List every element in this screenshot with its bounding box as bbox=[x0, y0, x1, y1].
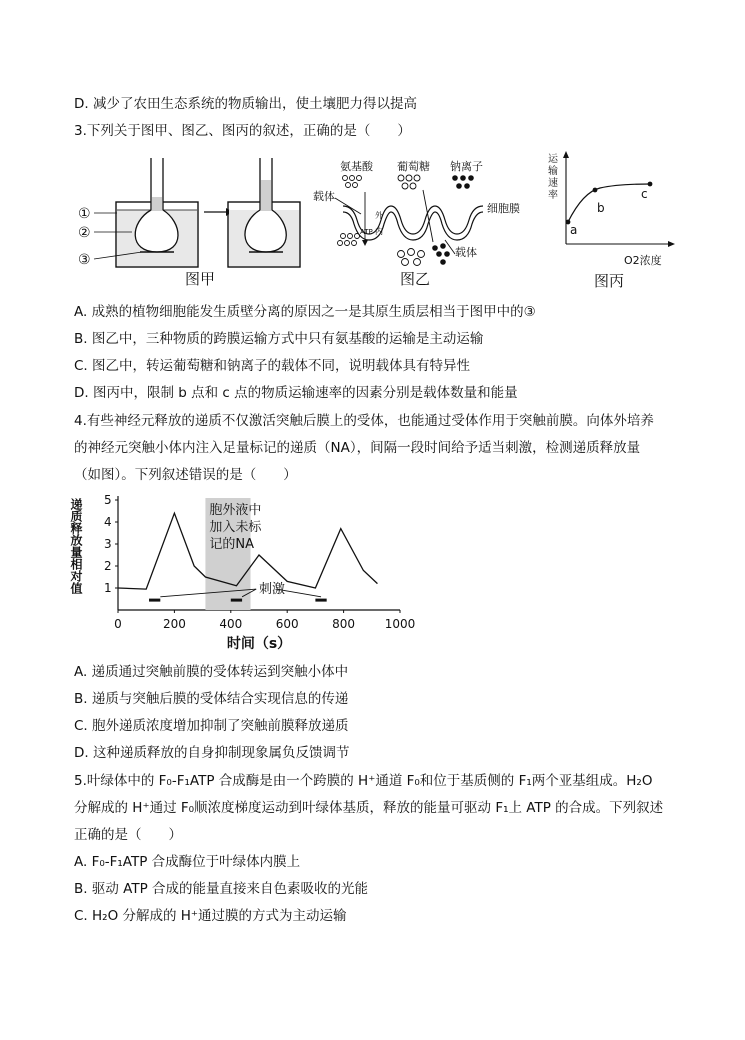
bing-ylabel-3: 速 bbox=[548, 178, 558, 189]
shaded-region bbox=[205, 498, 262, 610]
inside-label: 内 bbox=[375, 227, 383, 236]
label-1: ① bbox=[78, 206, 91, 222]
q5-option-b: B. 驱动 ATP 合成的能量直接来自色素吸收的光能 bbox=[74, 881, 369, 897]
neurotransmitter-chart bbox=[69, 492, 416, 657]
point-c-label: c bbox=[641, 187, 648, 201]
bing-xlabel: O2浓度 bbox=[624, 254, 662, 267]
point-a-label: a bbox=[570, 223, 578, 237]
amino-acid-label: 氨基酸 bbox=[340, 160, 373, 173]
caption-yi: 图乙 bbox=[400, 270, 431, 288]
bing-ylabel-2: 输 bbox=[548, 166, 558, 177]
x-tick-label: 600 bbox=[275, 617, 299, 631]
x-tick-label: 400 bbox=[219, 617, 243, 631]
q5-option-a: A. F₀-F₁ATP 合成酶位于叶绿体内膜上 bbox=[74, 854, 301, 870]
y-tick-label: 2 bbox=[104, 559, 112, 573]
chart-xlabel: 时间（s） bbox=[226, 636, 292, 652]
label-3: ③ bbox=[78, 252, 91, 268]
bing-ylabel-1: 运 bbox=[548, 154, 558, 165]
point-b-label: b bbox=[597, 201, 605, 215]
carrier-label-2: 载体 bbox=[455, 246, 477, 259]
stimulus-label: 刺激 bbox=[259, 582, 286, 597]
x-tick-label: 800 bbox=[332, 617, 356, 631]
q2-option-d: D. 减少了农田生态系统的物质输出，使土壤肥力得以提高 bbox=[74, 96, 417, 112]
q4-option-b: B. 递质与突触后膜的受体结合实现信息的传递 bbox=[74, 691, 349, 707]
q5-stem-line3: 正确的是（ ） bbox=[74, 827, 182, 843]
q3-option-a: A. 成熟的植物细胞能发生质壁分离的原因之一是其原生质层相当于图甲中的③ bbox=[74, 304, 536, 320]
caption-bing: 图丙 bbox=[594, 272, 625, 290]
q3-stem: 3.下列关于图甲、图乙、图丙的叙述，正确的是（ ） bbox=[74, 123, 411, 139]
q3-option-c: C. 图乙中，转运葡萄糖和钠离子的载体不同，说明载体具有特异性 bbox=[74, 358, 471, 374]
q5-option-c: C. H₂O 分解成的 H⁺通过膜的方式为主动运输 bbox=[74, 908, 347, 924]
figure-jia bbox=[70, 152, 300, 290]
q4-option-d: D. 这种递质释放的自身抑制现象属负反馈调节 bbox=[74, 745, 350, 761]
x-tick-label: 0 bbox=[114, 617, 122, 631]
sodium-label: 钠离子 bbox=[450, 160, 483, 173]
y-tick-label: 5 bbox=[104, 493, 112, 507]
shaded-label-line: 加入未标 bbox=[209, 520, 262, 535]
q5-stem-line2: 分解成的 H⁺通过 F₀顺浓度梯度运动到叶绿体基质，释放的能量可驱动 F₁上 ATP 的合成。下列叙述 bbox=[74, 800, 664, 816]
q4-option-c: C. 胞外递质浓度增加抑制了突触前膜释放递质 bbox=[74, 718, 349, 734]
q4-stem-line1: 4.有些神经元释放的递质不仅激活突触后膜上的受体，也能通过受体作用于突触前膜。向体外培养 bbox=[74, 413, 654, 429]
carrier-label-1: 载体 bbox=[313, 190, 335, 203]
x-tick-label: 1000 bbox=[384, 617, 416, 631]
label-2: ② bbox=[78, 225, 91, 241]
y-tick-label: 1 bbox=[104, 581, 112, 595]
figure-bing bbox=[538, 150, 678, 290]
q4-stem-line2: 的神经元突触小体内注入足量标记的递质（NA），间隔一段时间给予适当刺激，检测递质释放量 bbox=[74, 440, 641, 456]
y-tick-label: 3 bbox=[104, 537, 112, 551]
shaded-label-line: 记的NA bbox=[209, 537, 255, 552]
y-tick-label: 4 bbox=[104, 515, 112, 529]
q3-option-d: D. 图丙中，限制 b 点和 c 点的物质运输速率的因素分别是载体数量和能量 bbox=[74, 385, 518, 401]
outside-label: 外 bbox=[375, 211, 383, 220]
x-tick-label: 200 bbox=[162, 617, 186, 631]
shaded-label-line: 胞外液中 bbox=[209, 503, 262, 518]
q4-option-a: A. 递质通过突触前膜的受体转运到突触小体中 bbox=[74, 664, 349, 680]
figure-yi bbox=[305, 156, 525, 290]
caption-jia: 图甲 bbox=[185, 270, 216, 288]
atp-label: ATP bbox=[360, 228, 373, 236]
glucose-label: 葡萄糖 bbox=[397, 160, 430, 173]
q5-stem-line1: 5.叶绿体中的 F₀-F₁ATP 合成酶是由一个跨膜的 H⁺通道 F₀和位于基质侧的 F₁两个亚基组成。H₂O bbox=[74, 773, 653, 789]
chart-ylabel: 递质释放量相对值 bbox=[69, 498, 83, 594]
q3-option-b: B. 图乙中，三种物质的跨膜运输方式中只有氨基酸的运输是主动运输 bbox=[74, 331, 484, 347]
bing-ylabel-4: 率 bbox=[548, 190, 558, 201]
membrane-label: 细胞膜 bbox=[487, 202, 520, 215]
q4-stem-line3: （如图）。下列叙述错误的是（ ） bbox=[74, 467, 297, 483]
